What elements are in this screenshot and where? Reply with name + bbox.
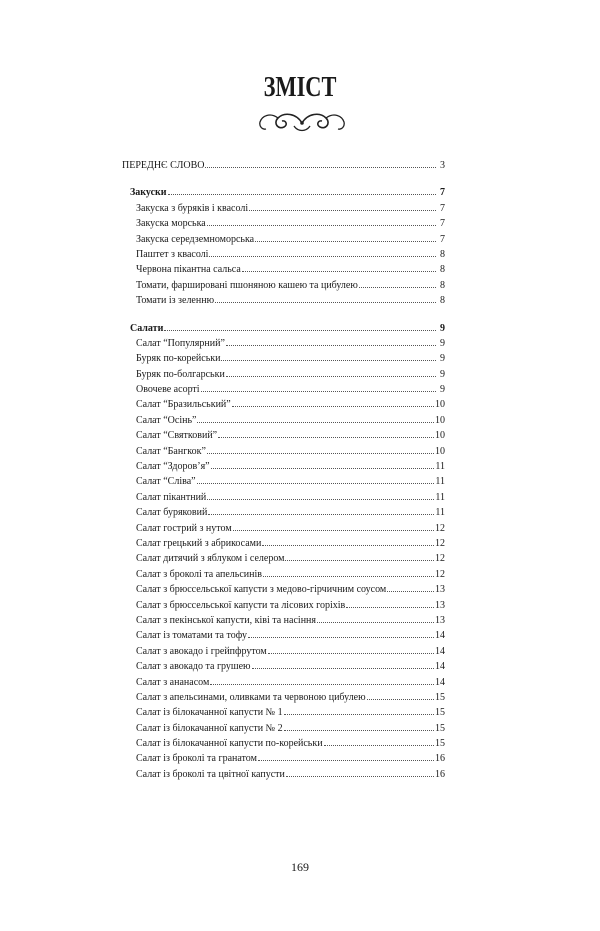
table-of-contents xyxy=(122,158,445,782)
toc-entry[interactable] xyxy=(130,751,445,766)
toc-entry-title: Салат з брюссельської капусти з медово-гірчичним соусом xyxy=(136,584,387,596)
dot-leader xyxy=(215,293,436,303)
toc-entry-title: Буряк по-болгарськи xyxy=(136,368,225,380)
toc-entry-page: 9 xyxy=(440,337,445,349)
toc-entry[interactable] xyxy=(130,367,445,382)
dot-leader xyxy=(197,413,434,423)
toc-entry-page: 15 xyxy=(435,722,445,734)
toc-entry-title: Салат “Осінь” xyxy=(136,414,197,426)
toc-entry[interactable] xyxy=(130,293,445,308)
toc-entry-page: 15 xyxy=(435,707,445,719)
dot-leader xyxy=(268,644,434,654)
toc-entry[interactable] xyxy=(130,644,445,659)
toc-entry-page: 7 xyxy=(440,202,445,214)
toc-entry-page: 12 xyxy=(435,522,445,534)
toc-entry-title: Салат буряковий xyxy=(136,507,208,519)
toc-entry[interactable] xyxy=(130,262,445,277)
toc-entry[interactable] xyxy=(130,201,445,216)
toc-entry-page: 14 xyxy=(435,645,445,657)
toc-entry[interactable] xyxy=(130,613,445,628)
dot-leader xyxy=(242,262,436,272)
toc-entry[interactable] xyxy=(130,705,445,720)
dot-leader xyxy=(284,721,434,731)
toc-entry-page: 8 xyxy=(440,248,445,260)
toc-entry-page: 13 xyxy=(435,599,445,611)
toc-entry-page: 14 xyxy=(435,661,445,673)
toc-entry-page: 8 xyxy=(440,279,445,291)
dot-leader xyxy=(197,474,435,484)
toc-entry-page: 12 xyxy=(435,553,445,565)
toc-entry[interactable] xyxy=(130,278,445,293)
toc-preface-entry[interactable] xyxy=(122,158,445,173)
toc-entry[interactable] xyxy=(130,474,445,489)
toc-entry[interactable] xyxy=(130,567,445,582)
toc-entry-title: Салат “Популярний” xyxy=(136,337,225,349)
toc-entry-page: 10 xyxy=(435,399,445,411)
toc-entry-page: 7 xyxy=(440,218,445,230)
dot-leader xyxy=(262,536,434,546)
toc-entry[interactable] xyxy=(130,247,445,262)
toc-entry[interactable] xyxy=(130,551,445,566)
toc-entry-page: 9 xyxy=(440,353,445,365)
toc-entry-title: Салати xyxy=(130,322,164,334)
toc-entry-title: Паштет з квасолі xyxy=(136,248,209,260)
dot-leader xyxy=(248,628,434,638)
toc-entry-page: 3 xyxy=(440,160,445,171)
toc-entry-title: Овочеве асорті xyxy=(136,384,200,396)
dot-leader xyxy=(263,567,434,577)
toc-entry-page: 14 xyxy=(435,676,445,688)
dot-leader xyxy=(367,690,434,700)
toc-entry[interactable] xyxy=(130,413,445,428)
dot-leader xyxy=(207,444,434,454)
toc-entry-title: Салат грецький з абрикосами xyxy=(136,537,262,549)
toc-entry-page: 15 xyxy=(435,691,445,703)
toc-entry-title: Салат пікантний xyxy=(136,491,207,503)
dot-leader xyxy=(221,351,436,361)
toc-entry-title: Закуска морська xyxy=(136,218,206,230)
dot-leader xyxy=(346,598,434,608)
toc-entry-page: 10 xyxy=(435,414,445,426)
dot-leader xyxy=(226,336,436,346)
toc-entry-title: Салат з апельсинами, оливками та червоною цибулею xyxy=(136,691,366,703)
toc-entry[interactable] xyxy=(130,675,445,690)
toc-entry-page: 8 xyxy=(440,295,445,307)
toc-entry-title: Салат із білокачанної капусти по-корейськи xyxy=(136,738,323,750)
toc-entry-title: Салат “Святковий” xyxy=(136,430,218,442)
toc-entry-page: 10 xyxy=(435,430,445,442)
toc-entry-title: Томати із зеленню xyxy=(136,295,215,307)
toc-entry-title: Салат “Бангкок” xyxy=(136,445,206,457)
toc-entry-title: Буряк по-корейськи xyxy=(136,353,221,365)
toc-entry-page: 12 xyxy=(435,568,445,580)
toc-entry-page: 12 xyxy=(435,537,445,549)
dot-leader xyxy=(164,321,436,331)
dot-leader xyxy=(207,216,436,226)
toc-entry[interactable] xyxy=(130,628,445,643)
dot-leader xyxy=(359,278,436,288)
toc-entry-title: Закуска середземноморська xyxy=(136,233,255,245)
dot-leader xyxy=(252,659,434,669)
toc-entry-title: Салат із томатами та тофу xyxy=(136,630,247,642)
toc-entry[interactable] xyxy=(130,767,445,782)
toc-entry-title: Салат з пекінської капусти, ківі та насіння xyxy=(136,614,316,626)
toc-section-heading[interactable] xyxy=(130,185,445,200)
toc-entry[interactable] xyxy=(130,736,445,751)
toc-entry-title: Салат з авокадо та грушею xyxy=(136,661,251,673)
toc-entry-page: 11 xyxy=(435,461,445,473)
toc-entry-title: Червона пікантна сальса xyxy=(136,264,241,276)
toc-entry-title: Салат “Сліва” xyxy=(136,476,196,488)
toc-entry-page: 11 xyxy=(435,476,445,488)
toc-entry[interactable] xyxy=(130,505,445,520)
dot-leader xyxy=(208,505,434,515)
toc-entry[interactable] xyxy=(130,690,445,705)
toc-entry[interactable] xyxy=(130,216,445,231)
dot-leader xyxy=(255,232,436,242)
toc-entry-title: ПЕРЕДНЄ СЛОВО xyxy=(122,160,205,171)
toc-entry-title: Салат з броколі та апельсинів xyxy=(136,568,262,580)
toc-entry-page: 9 xyxy=(440,384,445,396)
toc-entry-page: 16 xyxy=(435,768,445,780)
toc-entry-title: Салат з брюссельської капусти та лісових горіхів xyxy=(136,599,346,611)
dot-leader xyxy=(324,736,434,746)
page-number: 169 xyxy=(291,860,309,874)
toc-entry-title: Томати, фаршировані пшоняною кашею та цибулею xyxy=(136,279,358,291)
toc-entry-page: 9 xyxy=(440,322,445,334)
toc-entry[interactable] xyxy=(130,428,445,443)
toc-entry-page: 7 xyxy=(440,187,445,199)
toc-entry-page: 7 xyxy=(440,233,445,245)
toc-entry-title: Салат “Бразильський” xyxy=(136,399,231,411)
dot-leader xyxy=(205,158,436,168)
flourish-ornament-icon xyxy=(256,108,348,138)
toc-entry-title: Салат із білокачанної капусти № 2 xyxy=(136,722,283,734)
toc-entry-title: Салат із білокачанної капусти № 1 xyxy=(136,707,283,719)
toc-entry[interactable] xyxy=(130,598,445,613)
toc-entry-page: 8 xyxy=(440,264,445,276)
toc-entry-title: Салат із броколі та цвітної капусти xyxy=(136,768,285,780)
toc-entry[interactable] xyxy=(130,582,445,597)
toc-entry-page: 11 xyxy=(435,507,445,519)
toc-entry-page: 10 xyxy=(435,445,445,457)
toc-entry-title: Закуска з буряків і квасолі xyxy=(136,202,249,214)
dot-leader xyxy=(286,767,434,777)
dot-leader xyxy=(210,675,434,685)
dot-leader xyxy=(284,705,434,715)
toc-entry-page: 13 xyxy=(435,614,445,626)
dot-leader xyxy=(249,201,436,211)
dot-leader xyxy=(387,582,434,592)
toc-entry[interactable] xyxy=(130,521,445,536)
toc-entry-title: Салат “Здоров’я” xyxy=(136,461,210,473)
dot-leader xyxy=(317,613,434,623)
toc-entry-title: Салат із броколі та гранатом xyxy=(136,753,257,765)
dot-leader xyxy=(168,185,436,195)
toc-entry[interactable] xyxy=(130,336,445,351)
dot-leader xyxy=(211,459,435,469)
dot-leader xyxy=(218,428,434,438)
toc-entry-title: Салат гострий з нутом xyxy=(136,522,232,534)
dot-leader xyxy=(207,490,434,500)
toc-entry[interactable] xyxy=(130,490,445,505)
toc-entry[interactable] xyxy=(130,232,445,247)
dot-leader xyxy=(233,521,434,531)
toc-entry[interactable] xyxy=(130,397,445,412)
toc-entry[interactable] xyxy=(130,721,445,736)
toc-entry-page: 15 xyxy=(435,738,445,750)
toc-section-heading[interactable] xyxy=(130,321,445,336)
toc-entry-title: Салат дитячий з яблуком і селером xyxy=(136,553,285,565)
toc-entry-title: Закуски xyxy=(130,187,167,199)
toc-entry[interactable] xyxy=(130,459,445,474)
page-title: ЗМІСТ xyxy=(263,72,337,103)
dot-leader xyxy=(209,247,436,257)
toc-entry-title: Салат з ананасом xyxy=(136,676,210,688)
dot-leader xyxy=(201,382,436,392)
toc-entry-page: 11 xyxy=(435,491,445,503)
toc-entry-page: 9 xyxy=(440,368,445,380)
dot-leader xyxy=(232,397,434,407)
toc-entry[interactable] xyxy=(130,351,445,366)
toc-entry-page: 14 xyxy=(435,630,445,642)
dot-leader xyxy=(285,551,434,561)
toc-entry[interactable] xyxy=(130,444,445,459)
toc-entry-page: 13 xyxy=(435,584,445,596)
toc-entry[interactable] xyxy=(130,536,445,551)
toc-entry-title: Салат з авокадо і грейпфрутом xyxy=(136,645,267,657)
toc-entry-page: 16 xyxy=(435,753,445,765)
toc-entry[interactable] xyxy=(130,659,445,674)
toc-entry[interactable] xyxy=(130,382,445,397)
dot-leader xyxy=(258,751,434,761)
dot-leader xyxy=(226,367,436,377)
